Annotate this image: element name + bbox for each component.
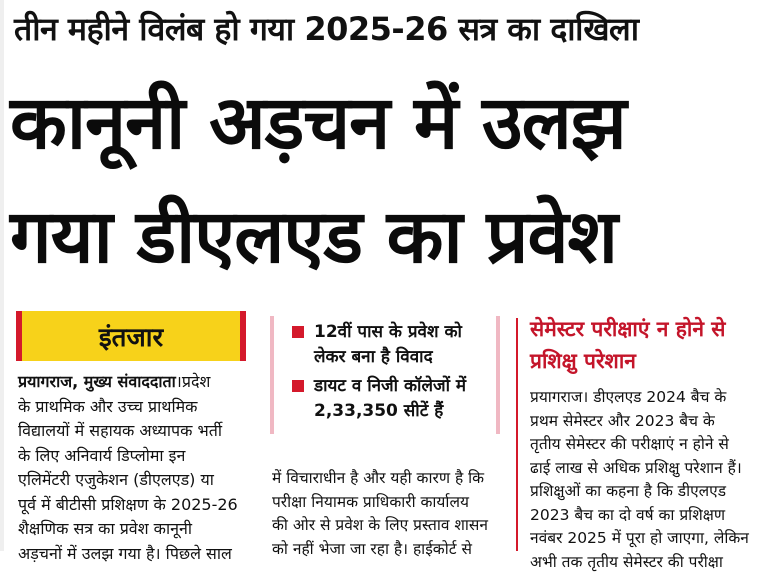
- bullet-square-icon: [292, 380, 304, 392]
- body-line: प्रशिक्षुओं का कहना है कि डीएलएड: [530, 480, 762, 504]
- kicker-headline: तीन महीने विलंब हो गया 2025-26 सत्र का दाखिला: [14, 4, 758, 54]
- body-line: प्रयागराज। डीएलएड 2024 बैच के: [530, 386, 762, 410]
- body-line: परीक्षा नियामक प्राधिकारी कार्यालय: [272, 491, 504, 515]
- body-line: को नहीं भेजा जा रहा है। हाईकोर्ट से: [272, 538, 504, 562]
- body-line: शैक्षणिक सत्र का प्रवेश कानूनी: [18, 517, 250, 542]
- column-divider: [516, 318, 518, 551]
- body-line: नवंबर 2025 में पूरा हो जाएगा, लेकिन: [530, 527, 762, 551]
- category-tag-label: इंतजार: [99, 318, 163, 354]
- category-tag: [16, 311, 246, 361]
- right-column-body: [530, 386, 762, 574]
- body-line: के प्राथमिक और उच्च प्राथमिक: [18, 395, 250, 420]
- highlights-box: [270, 316, 500, 434]
- body-line: पूर्व में बीटीसी प्रशिक्षण के 2025-26: [18, 493, 250, 518]
- body-line: विद्यालयों में सहायक अध्यापक भर्ती: [18, 419, 250, 444]
- dateline: प्रयागराज, मुख्य संवाददाता: [18, 372, 176, 391]
- middle-column-body: [272, 467, 504, 561]
- body-line: की ओर से प्रवेश के लिए प्रस्ताव शासन: [272, 514, 504, 538]
- main-headline-line-2: गया डीएलएड का प्रवेश: [10, 182, 760, 292]
- highlight-item: डायट व निजी कॉलेजों में 2,33,350 सीटें हैं: [292, 374, 492, 424]
- body-line: प्रथम सेमेस्टर और 2023 बैच के: [530, 410, 762, 434]
- left-column-body: [18, 370, 250, 566]
- body-line: प्रयागराज, मुख्य संवाददाता।प्रदेश: [18, 370, 250, 395]
- sidebar-subheadline: सेमेस्टर परीक्षाएं न होने से प्रशिक्षु परेशान: [530, 313, 762, 377]
- main-headline-line-1: कानूनी अड़चन में उलझ: [10, 68, 760, 178]
- body-line: एलिमेंटरी एजुकेशन (डीएलएड) या: [18, 468, 250, 493]
- page-edge-shadow: [0, 0, 4, 551]
- body-line: तृतीय सेमेस्टर की परीक्षाएं न होने से: [530, 433, 762, 457]
- body-line: अड़चनों में उलझ गया है। पिछले साल: [18, 542, 250, 567]
- highlight-item: 12वीं पास के प्रवेश को लेकर बना है विवाद: [292, 320, 492, 370]
- body-line: के लिए अनिवार्य डिप्लोमा इन: [18, 444, 250, 469]
- body-line: ढाई लाख से अधिक प्रशिक्षु परेशान हैं।: [530, 457, 762, 481]
- bullet-square-icon: [292, 326, 304, 338]
- body-line: में विचाराधीन है और यही कारण है कि: [272, 467, 504, 491]
- body-line: अभी तक तृतीय सेमेस्टर की परीक्षा: [530, 551, 762, 574]
- body-line: 2023 बैच का दो वर्ष का प्रशिक्षण: [530, 504, 762, 528]
